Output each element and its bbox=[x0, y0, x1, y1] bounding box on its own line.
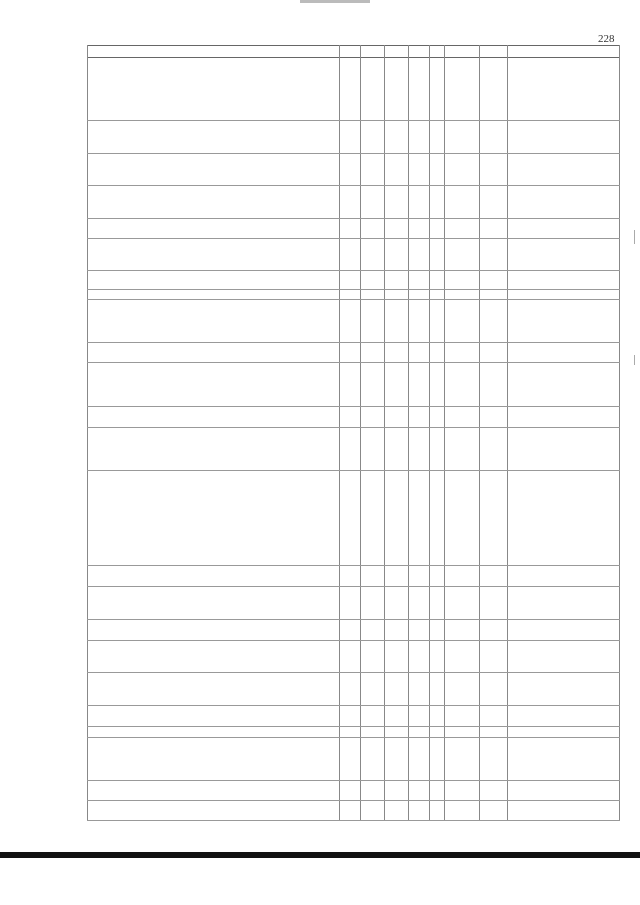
row-divider bbox=[87, 342, 620, 343]
row-divider bbox=[87, 705, 620, 706]
row-divider bbox=[87, 672, 620, 673]
row-divider bbox=[87, 726, 620, 727]
row-divider bbox=[87, 586, 620, 587]
row-divider bbox=[87, 780, 620, 781]
page-number: 228 bbox=[598, 33, 615, 45]
row-divider bbox=[87, 218, 620, 219]
row-divider bbox=[87, 362, 620, 363]
row-divider bbox=[87, 289, 620, 290]
bottom-scan-bar bbox=[0, 852, 640, 858]
row-divider bbox=[87, 185, 620, 186]
budget-table bbox=[87, 45, 620, 821]
row-divider bbox=[87, 470, 620, 471]
top-scan-artifact bbox=[300, 0, 370, 3]
row-divider bbox=[87, 565, 620, 566]
row-divider bbox=[87, 270, 620, 271]
row-divider bbox=[87, 427, 620, 428]
row-divider bbox=[87, 737, 620, 738]
row-divider bbox=[87, 619, 620, 620]
row-divider bbox=[87, 640, 620, 641]
row-divider bbox=[87, 238, 620, 239]
scan-edge-mark bbox=[634, 355, 635, 365]
row-divider bbox=[87, 820, 620, 821]
row-divider bbox=[87, 153, 620, 154]
row-divider bbox=[87, 800, 620, 801]
row-divider bbox=[87, 299, 620, 300]
row-grid bbox=[87, 45, 620, 821]
row-divider bbox=[87, 120, 620, 121]
row-divider bbox=[87, 406, 620, 407]
scan-edge-mark bbox=[634, 230, 635, 244]
